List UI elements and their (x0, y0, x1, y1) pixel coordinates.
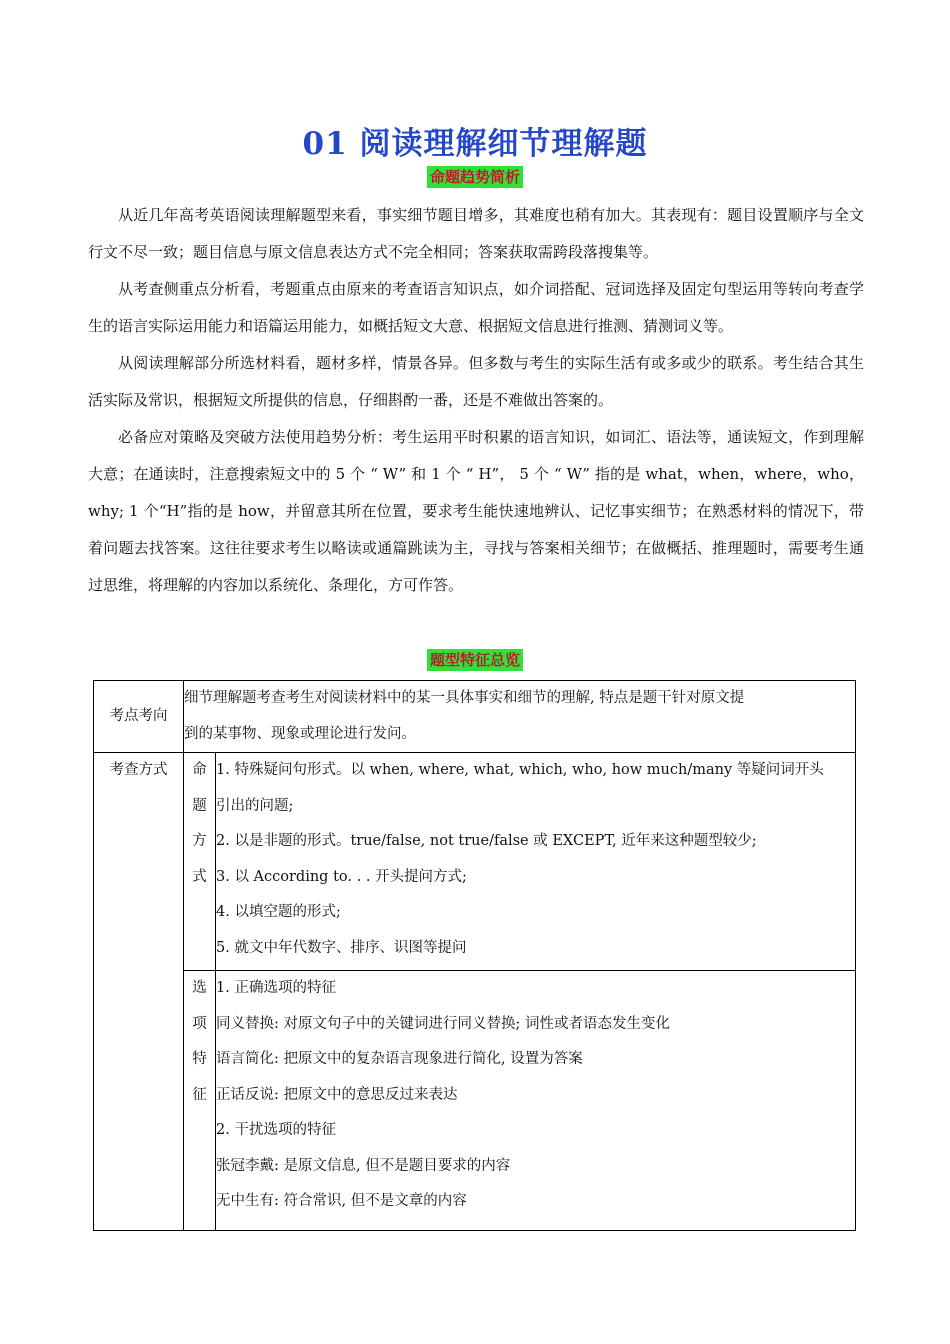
table-row (94, 971, 856, 1231)
paragraph: 从近几年高考英语阅读理解题型来看，事实细节题目增多，其难度也稍有加大。其表现有：题目设置顺序与全文行文不尽一致；题目信息与原文信息表达方式不完全相同；答案获取需跨段落搜集等。 (88, 206, 864, 261)
vertical-char: 式 (192, 868, 207, 885)
page-title: 01 阅读理解细节理解题 (302, 126, 648, 162)
trend-analysis-body (88, 197, 864, 604)
content-line: 4. 以填空题的形式; (216, 904, 341, 920)
content-line: 2. 以是非题的形式。true/false, not true/false 或 EXCEPT, 近年来这种题型较少; (216, 833, 757, 849)
vertical-char: 选 (192, 980, 207, 996)
vertical-char: 题 (192, 797, 207, 814)
content-line: 引出的问题; (216, 797, 294, 814)
paragraph: 从阅读理解部分所选材料看，题材多样，情景各异。但多数与考生的实际生活有或多或少的联系。考生结合其生活实际及常识，根据短文所提供的信息，仔细斟酌一番，还是不难做出答案的。 (88, 354, 864, 409)
section-heading-features-label: 题型特征总览 (427, 649, 523, 671)
section-heading-trend-label: 命题趋势简析 (427, 166, 523, 188)
section-heading-trend (0, 166, 950, 188)
table-row (94, 681, 856, 753)
content-line: 2. 干扰选项的特征 (216, 1122, 336, 1138)
content-line: 1. 特殊疑问句形式。以 when, where, what, which, who, how much/many 等疑问词开头 (216, 762, 824, 778)
vertical-label-option-features (184, 971, 216, 1231)
vertical-char: 征 (192, 1086, 207, 1103)
paragraph: 从考查侧重点分析看，考题重点由原来的考查语言知识点，如介词搭配、冠词选择及固定句型运用等转向考查学生的语言实际运用能力和语篇运用能力，如概括短文大意、根据短文信息进行推测、猜测词义等。 (88, 280, 864, 335)
content-line: 5. 就文中年代数字、排序、识图等提问 (216, 939, 467, 956)
content-line: 同义替换: 对原文句子中的关键词进行同义替换; 词性或者语态发生变化 (216, 1015, 670, 1032)
vertical-char: 方 (192, 833, 207, 849)
vertical-char: 命 (192, 762, 207, 778)
content-line: 语言简化: 把原文中的复杂语言现象进行简化, 设置为答案 (216, 1051, 583, 1067)
content-line: 正话反说: 把原文中的意思反过来表达 (216, 1086, 458, 1103)
paragraph: 必备应对策略及突破方法使用趋势分析：考生运用平时积累的语言知识，如词汇、语法等，通读短文，作到理解大意；在通读时，注意搜索短文中的 5 个 “ W” 和 1 个 “ H”， 5 个 “ W” 指的是 what，when，where，who，why; 1 个“H”指的是 how，并留意其所在位置，要求考生能快速地辨认、记忆事实细节；在熟悉材料的情况下，带着问题去找答案。这往往要求考生以略读或通篇跳读为主，寻找与答案相关细节；在做概括、推理题时，需要考生通过思维，将理解的内容加以系统化、条理化，方可作答。 (88, 428, 864, 594)
content-line: 到的某事物、现象或理论进行发问。 (184, 725, 416, 742)
content-line: 张冠李戴: 是原文信息, 但不是题目要求的内容 (216, 1157, 511, 1174)
section-heading-features (0, 649, 950, 671)
question-type-table (93, 680, 856, 1231)
row-label-method: 考查方式 (94, 753, 184, 1231)
table-row (94, 753, 856, 971)
content-line: 无中生有: 符合常识, 但不是文章的内容 (216, 1193, 467, 1209)
vertical-label-question-form (184, 753, 216, 971)
option-features-content (216, 971, 856, 1231)
row-label-focus: 考点考向 (94, 681, 184, 753)
row-content-focus (184, 681, 856, 753)
vertical-char: 特 (192, 1051, 207, 1067)
question-form-content (216, 753, 856, 971)
content-line: 3. 以 According to. . . 开头提问方式; (216, 868, 467, 885)
vertical-char: 项 (192, 1015, 207, 1032)
content-line: 细节理解题考查考生对阅读材料中的某一具体事实和细节的理解, 特点是题干针对原文提 (184, 690, 745, 706)
content-line: 1. 正确选项的特征 (216, 980, 336, 996)
